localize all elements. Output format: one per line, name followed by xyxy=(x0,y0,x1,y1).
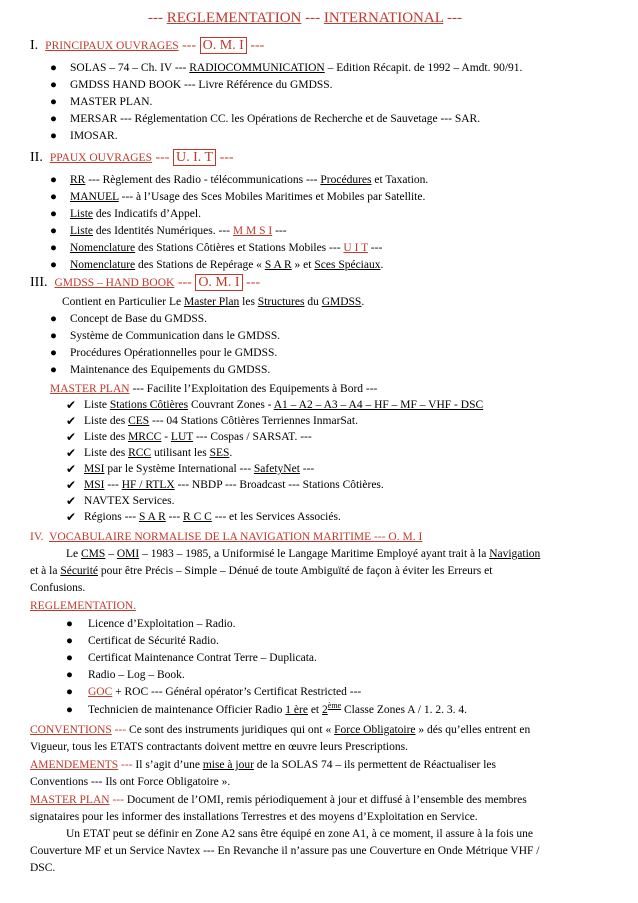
check-icon: ✔ xyxy=(66,478,77,492)
bullet-icon: ● xyxy=(66,618,73,630)
section-3-heading: III. GMDSS – HAND BOOK --- O. M. I --- xyxy=(30,275,261,290)
bullet-icon: ● xyxy=(50,96,57,108)
list-item: Nomenclature des Stations Côtières et Stations Mobiles --- U I T --- xyxy=(70,242,383,254)
list-item: Système de Communication dans le GMDSS. xyxy=(70,330,281,342)
bullet-icon: ● xyxy=(50,364,57,376)
list-item: Nomenclature des Stations de Repérage « S A R » et Sces Spéciaux. xyxy=(70,259,384,271)
master-plan-paragraph: DSC. xyxy=(30,862,56,874)
list-item: GMDSS HAND BOOK --- Livre Référence du GMDSS. xyxy=(70,79,333,91)
list-item: GOC + ROC --- Général opérator’s Certificat Restricted --- xyxy=(88,686,362,698)
check-icon: ✔ xyxy=(66,446,77,460)
master-plan-line: MASTER PLAN --- Facilite l’Exploitation des Equipements à Bord --- xyxy=(50,383,378,395)
bullet-icon: ● xyxy=(50,130,57,142)
list-item: SOLAS – 74 – Ch. IV --- RADIOCOMMUNICATION – Edition Récapit. de 1992 – Amdt. 90/91. xyxy=(70,62,523,74)
list-item: MANUEL --- à l’Usage des Sces Mobiles Maritimes et Mobiles par Satellite. xyxy=(70,191,426,203)
list-item: Technicien de maintenance Officier Radio 1 ère et 2ème Classe Zones A / 1. 2. 3. 4. xyxy=(88,701,467,716)
bullet-icon: ● xyxy=(50,242,57,254)
list-item: Licence d’Exploitation – Radio. xyxy=(88,618,236,630)
list-item: Liste des Identités Numériques. --- M M S I --- xyxy=(70,225,287,237)
list-item: Liste des Indicatifs d’Appel. xyxy=(70,208,201,220)
conventions-paragraph: Vigueur, tous les ETATS contractants doivent mettre en œuvre leurs Prescriptions. xyxy=(30,741,408,753)
check-icon: ✔ xyxy=(66,430,77,444)
bullet-icon: ● xyxy=(50,113,57,125)
list-item: MERSAR --- Réglementation CC. les Opérations de Recherche et de Sauvetage --- SAR. xyxy=(70,113,481,125)
bullet-icon: ● xyxy=(50,79,57,91)
section-2-heading: II. PPAUX OUVRAGES --- U. I. T --- xyxy=(30,150,234,165)
check-item: Liste des CES --- 04 Stations Côtières Terriennes InmarSat. xyxy=(84,415,358,427)
master-plan-paragraph: Couverture MF et un Service Navtex --- En Revanche il n’assure pas une Couverture en Onde Métrique VHF / xyxy=(30,845,540,857)
list-item: MASTER PLAN. xyxy=(70,96,153,108)
list-item: RR --- Règlement des Radio - télécommunications --- Procédures et Taxation. xyxy=(70,174,429,186)
bullet-icon: ● xyxy=(50,259,57,271)
master-plan-paragraph: MASTER PLAN --- Document de l’OMI, remis périodiquement à jour et diffusé à l’ensemble des membres xyxy=(30,794,527,806)
section-4-heading: IV. VOCABULAIRE NORMALISE DE LA NAVIGATION MARITIME --- O. M. I xyxy=(30,531,423,543)
list-item: Maintenance des Equipements du GMDSS. xyxy=(70,364,271,376)
section-1-heading: I. PRINCIPAUX OUVRAGES --- O. M. I --- xyxy=(30,38,265,53)
master-plan-paragraph: Un ETAT peut se définir en Zone A2 sans être équipé en zone A1, à ce moment, il assure à la fois une xyxy=(66,828,534,840)
bullet-icon: ● xyxy=(66,704,73,716)
bullet-icon: ● xyxy=(50,191,57,203)
bullet-icon: ● xyxy=(66,686,73,698)
bullet-icon: ● xyxy=(50,330,57,342)
bullet-icon: ● xyxy=(66,669,73,681)
check-icon: ✔ xyxy=(66,494,77,508)
check-icon: ✔ xyxy=(66,462,77,476)
check-item: MSI par le Système International --- SafetyNet --- xyxy=(84,463,315,475)
check-item: MSI --- HF / RTLX --- NBDP --- Broadcast --- Stations Côtières. xyxy=(84,479,384,491)
check-icon: ✔ xyxy=(66,414,77,428)
check-icon: ✔ xyxy=(66,510,77,524)
bullet-icon: ● xyxy=(50,174,57,186)
amendements-paragraph: Conventions --- Ils ont Force Obligatoire ». xyxy=(30,776,231,788)
page-title: --- REGLEMENTATION --- INTERNATIONAL --- xyxy=(148,10,463,26)
check-icon: ✔ xyxy=(66,398,77,412)
bullet-icon: ● xyxy=(50,208,57,220)
list-item: IMOSAR. xyxy=(70,130,118,142)
section-4-paragraph: Le CMS – OMI – 1983 – 1985, a Uniformisé le Langage Maritime Employé ayant trait à la Navigation xyxy=(66,548,541,560)
check-item: Liste des RCC utilisant les SES. xyxy=(84,447,233,459)
master-plan-paragraph: signataires pour les informer des installations Terrestres et des moyens d’Exploitation en Service. xyxy=(30,811,478,823)
list-item: Procédures Opérationnelles pour le GMDSS. xyxy=(70,347,278,359)
section-3-intro: Contient en Particulier Le Master Plan les Structures du GMDSS. xyxy=(62,296,365,308)
check-item: Régions --- S A R --- R C C --- et les Services Associés. xyxy=(84,511,341,523)
conventions-paragraph: CONVENTIONS --- Ce sont des instruments juridiques qui ont « Force Obligatoire » dés qu’elles entrent en xyxy=(30,724,531,736)
amendements-paragraph: AMENDEMENTS --- Il s’agit d’une mise à jour de la SOLAS 74 – ils permettent de Réactualiser les xyxy=(30,759,497,771)
check-item: Liste des MRCC - LUT --- Cospas / SARSAT. --- xyxy=(84,431,312,443)
check-item: Liste Stations Côtières Couvrant Zones - A1 – A2 – A3 – A4 – HF – MF – VHF - DSC xyxy=(84,399,484,411)
list-item: Concept de Base du GMDSS. xyxy=(70,313,208,325)
list-item: Certificat Maintenance Contrat Terre – Duplicata. xyxy=(88,652,317,664)
check-item: NAVTEX Services. xyxy=(84,495,175,507)
list-item: Certificat de Sécurité Radio. xyxy=(88,635,219,647)
bullet-icon: ● xyxy=(50,62,57,74)
reglementation-heading: REGLEMENTATION. xyxy=(30,600,137,612)
bullet-icon: ● xyxy=(66,635,73,647)
bullet-icon: ● xyxy=(50,347,57,359)
section-4-paragraph: Confusions. xyxy=(30,582,86,594)
bullet-icon: ● xyxy=(66,652,73,664)
bullet-icon: ● xyxy=(50,225,57,237)
list-item: Radio – Log – Book. xyxy=(88,669,185,681)
bullet-icon: ● xyxy=(50,313,57,325)
section-4-paragraph: et à la Sécurité pour être Précis – Simple – Dénué de toute Ambiguïté de façon à éviter les Erreurs et xyxy=(30,565,493,577)
